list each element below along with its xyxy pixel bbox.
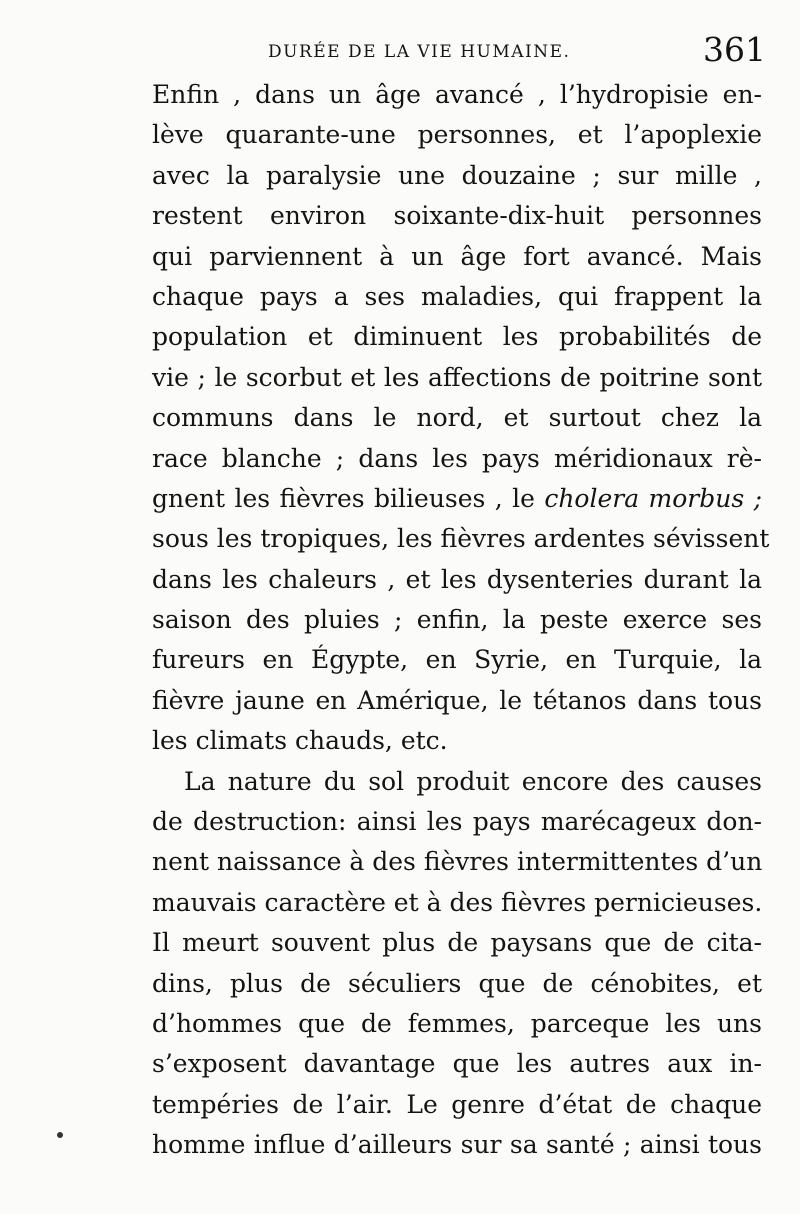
paragraph-1: [152, 75, 770, 762]
text-line: sous les tropiques, les fièvres ardentes sévissent: [152, 524, 770, 554]
text-line: de destruction: ainsi les pays marécageux don-: [152, 807, 762, 837]
text-line: fièvre jaune en Amérique, le tétanos dans tous: [152, 685, 762, 715]
text-line: race blanche ; dans les pays méridionaux rè-: [152, 443, 762, 473]
text-line: saison des pluies ; enfin, la peste exerce ses: [152, 605, 762, 635]
text-line: tempéries de l’air. Le genre d’état de chaque: [152, 1089, 762, 1119]
ink-speck: [57, 1132, 63, 1138]
page-header: [268, 30, 766, 70]
text-line: avec la paralysie une douzaine ; sur mille ,: [152, 160, 762, 190]
text-line: chaque pays a ses maladies, qui frappent la: [152, 281, 762, 311]
text-line-with-italic: [152, 479, 762, 519]
text-line: les climats chauds, etc.: [152, 726, 448, 756]
italic-term: cholera morbus ;: [544, 483, 762, 513]
text-line: lève quarante-une personnes, et l’apoplexie: [152, 120, 762, 150]
body-text: [152, 75, 770, 1166]
text-line: fureurs en Égypte, en Syrie, en Turquie, la: [152, 645, 762, 675]
page-number: 361: [703, 30, 766, 69]
text-line: nent naissance à des fièvres intermittentes d’un: [152, 847, 763, 877]
text-segment: gnent les fièvres bilieuses , le: [152, 483, 535, 513]
text-line: La nature du sol produit encore des causes: [184, 766, 762, 796]
text-line: s’exposent davantage que les autres aux in-: [152, 1049, 762, 1079]
text-line: Il meurt souvent plus de paysans que de cita-: [152, 928, 762, 958]
text-line: Enfin , dans un âge avancé , l’hydropisie en-: [152, 80, 762, 109]
paragraph-2: [152, 762, 762, 1166]
text-line: homme influe d’ailleurs sur sa santé ; ainsi tous: [152, 1130, 762, 1160]
text-line: communs dans le nord, et surtout chez la: [152, 403, 762, 433]
text-line: qui parviennent à un âge fort avancé. Mais: [152, 241, 762, 271]
text-line: vie ; le scorbut et les affections de poitrine sont: [152, 362, 762, 392]
running-title: DURÉE DE LA VIE HUMAINE.: [268, 42, 571, 62]
text-line: population et diminuent les probabilités de: [152, 322, 762, 352]
text-line: mauvais caractère et à des fièvres pernicieuses.: [152, 887, 763, 917]
text-line: restent environ soixante-dix-huit personnes: [152, 201, 762, 231]
text-line: d’hommes que de femmes, parceque les uns: [152, 1008, 762, 1038]
text-line: dans les chaleurs , et les dysenteries durant la: [152, 564, 762, 594]
text-line: dins, plus de séculiers que de cénobites, et: [152, 968, 762, 998]
